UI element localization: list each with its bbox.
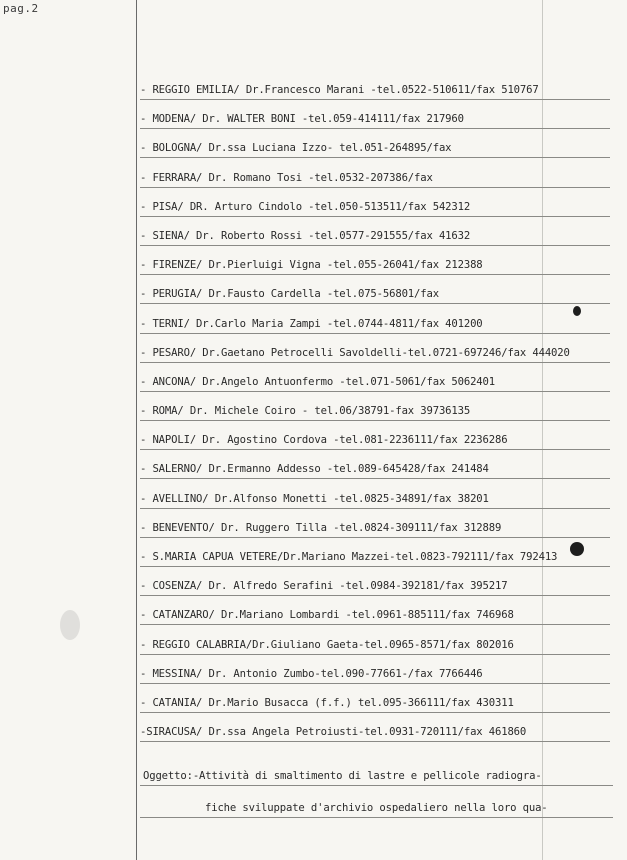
recipient-entry	[140, 459, 610, 488]
recipient-entry	[140, 401, 610, 430]
recipient-text: - ANCONA/ Dr.Angelo Antuonfermo -tel.071-5061/fax 5062401	[140, 375, 495, 388]
recipient-entry	[140, 284, 610, 313]
recipient-text: - REGGIO CALABRIA/Dr.Giuliano Gaeta-tel.0965-8571/fax 802016	[140, 638, 514, 651]
recipient-entry	[140, 343, 610, 372]
recipient-entry	[140, 372, 610, 401]
recipient-entry	[140, 664, 610, 693]
recipient-entry	[140, 722, 610, 751]
recipient-entry	[140, 430, 610, 459]
recipient-entry	[140, 518, 610, 547]
recipient-text: - PERUGIA/ Dr.Fausto Cardella -tel.075-56801/fax	[140, 288, 439, 301]
recipient-entry	[140, 605, 610, 634]
recipient-text: - CATANIA/ Dr.Mario Busacca (f.f.) tel.095-366111/fax 430311	[140, 696, 514, 709]
recipient-entry	[140, 547, 610, 576]
recipient-text: - NAPOLI/ Dr. Agostino Cordova -tel.081-2236111/fax 2236286	[140, 434, 508, 447]
recipient-text: - REGGIO EMILIA/ Dr.Francesco Marani -tel.0522-510611/fax 510767	[140, 84, 539, 96]
ink-spot	[570, 542, 584, 556]
page-number: pag.2	[3, 2, 39, 15]
recipient-text: - BOLOGNA/ Dr.ssa Luciana Izzo- tel.051-264895/fax	[140, 142, 452, 155]
recipient-text: - ROMA/ Dr. Michele Coiro - tel.06/38791-fax 39736135	[140, 405, 471, 418]
recipient-entry	[140, 226, 610, 255]
recipient-entry	[140, 314, 610, 343]
recipient-text: - PISA/ DR. Arturo Cindolo -tel.050-513511/fax 542312	[140, 200, 471, 213]
recipient-entry	[140, 168, 610, 197]
subject-line-1: Oggetto:-Attività di smaltimento di lastre e pellicole radiogra-	[143, 766, 613, 798]
recipient-text: - MESSINA/ Dr. Antonio Zumbo-tel.090-77661-/fax 7766446	[140, 667, 483, 680]
recipient-entry	[140, 138, 610, 167]
recipient-text: - FERRARA/ Dr. Romano Tosi -tel.0532-207386/fax	[140, 171, 433, 184]
margin-rule	[136, 0, 137, 860]
recipient-entry	[140, 576, 610, 605]
recipient-entry	[140, 693, 610, 722]
recipient-text: - TERNI/ Dr.Carlo Maria Zampi -tel.0744-4811/fax 401200	[140, 317, 483, 330]
recipient-text: - FIRENZE/ Dr.Pierluigi Vigna -tel.055-26041/fax 212388	[140, 259, 483, 272]
recipient-text: - CATANZARO/ Dr.Mariano Lombardi -tel.0961-885111/fax 746968	[140, 609, 514, 622]
recipient-entry	[140, 80, 610, 109]
recipient-text: - COSENZA/ Dr. Alfredo Serafini -tel.0984-392181/fax 395217	[140, 580, 508, 593]
subject-block	[143, 766, 613, 830]
recipient-text: - MODENA/ Dr. WALTER BONI -tel.059-414111/fax 217960	[140, 113, 464, 126]
recipient-entry	[140, 635, 610, 664]
subject-line-2: fiche sviluppate d'archivio ospedaliero nella loro qua-	[143, 798, 613, 830]
recipient-text: - S.MARIA CAPUA VETERE/Dr.Mariano Mazzei-tel.0823-792111/fax 792413	[140, 551, 558, 563]
recipient-text: -SIRACUSA/ Dr.ssa Angela Petroiusti-tel.0931-720111/fax 461860	[140, 726, 527, 739]
recipient-text: - BENEVENTO/ Dr. Ruggero Tilla -tel.0824-309111/fax 312889	[140, 521, 502, 534]
recipient-entry	[140, 197, 610, 226]
paper-smudge	[60, 610, 80, 640]
recipient-entry	[140, 489, 610, 518]
recipient-list	[140, 80, 610, 751]
recipient-text: - SIENA/ Dr. Roberto Rossi -tel.0577-291555/fax 41632	[140, 229, 471, 242]
recipient-entry	[140, 255, 610, 284]
ink-spot	[573, 306, 581, 316]
recipient-entry	[140, 109, 610, 138]
recipient-text: - PESARO/ Dr.Gaetano Petrocelli Savoldelli-tel.0721-697246/fax 444020	[140, 346, 570, 359]
recipient-text: - SALERNO/ Dr.Ermanno Addesso -tel.089-645428/fax 241484	[140, 463, 489, 476]
recipient-text: - AVELLINO/ Dr.Alfonso Monetti -tel.0825-34891/fax 38201	[140, 492, 489, 505]
